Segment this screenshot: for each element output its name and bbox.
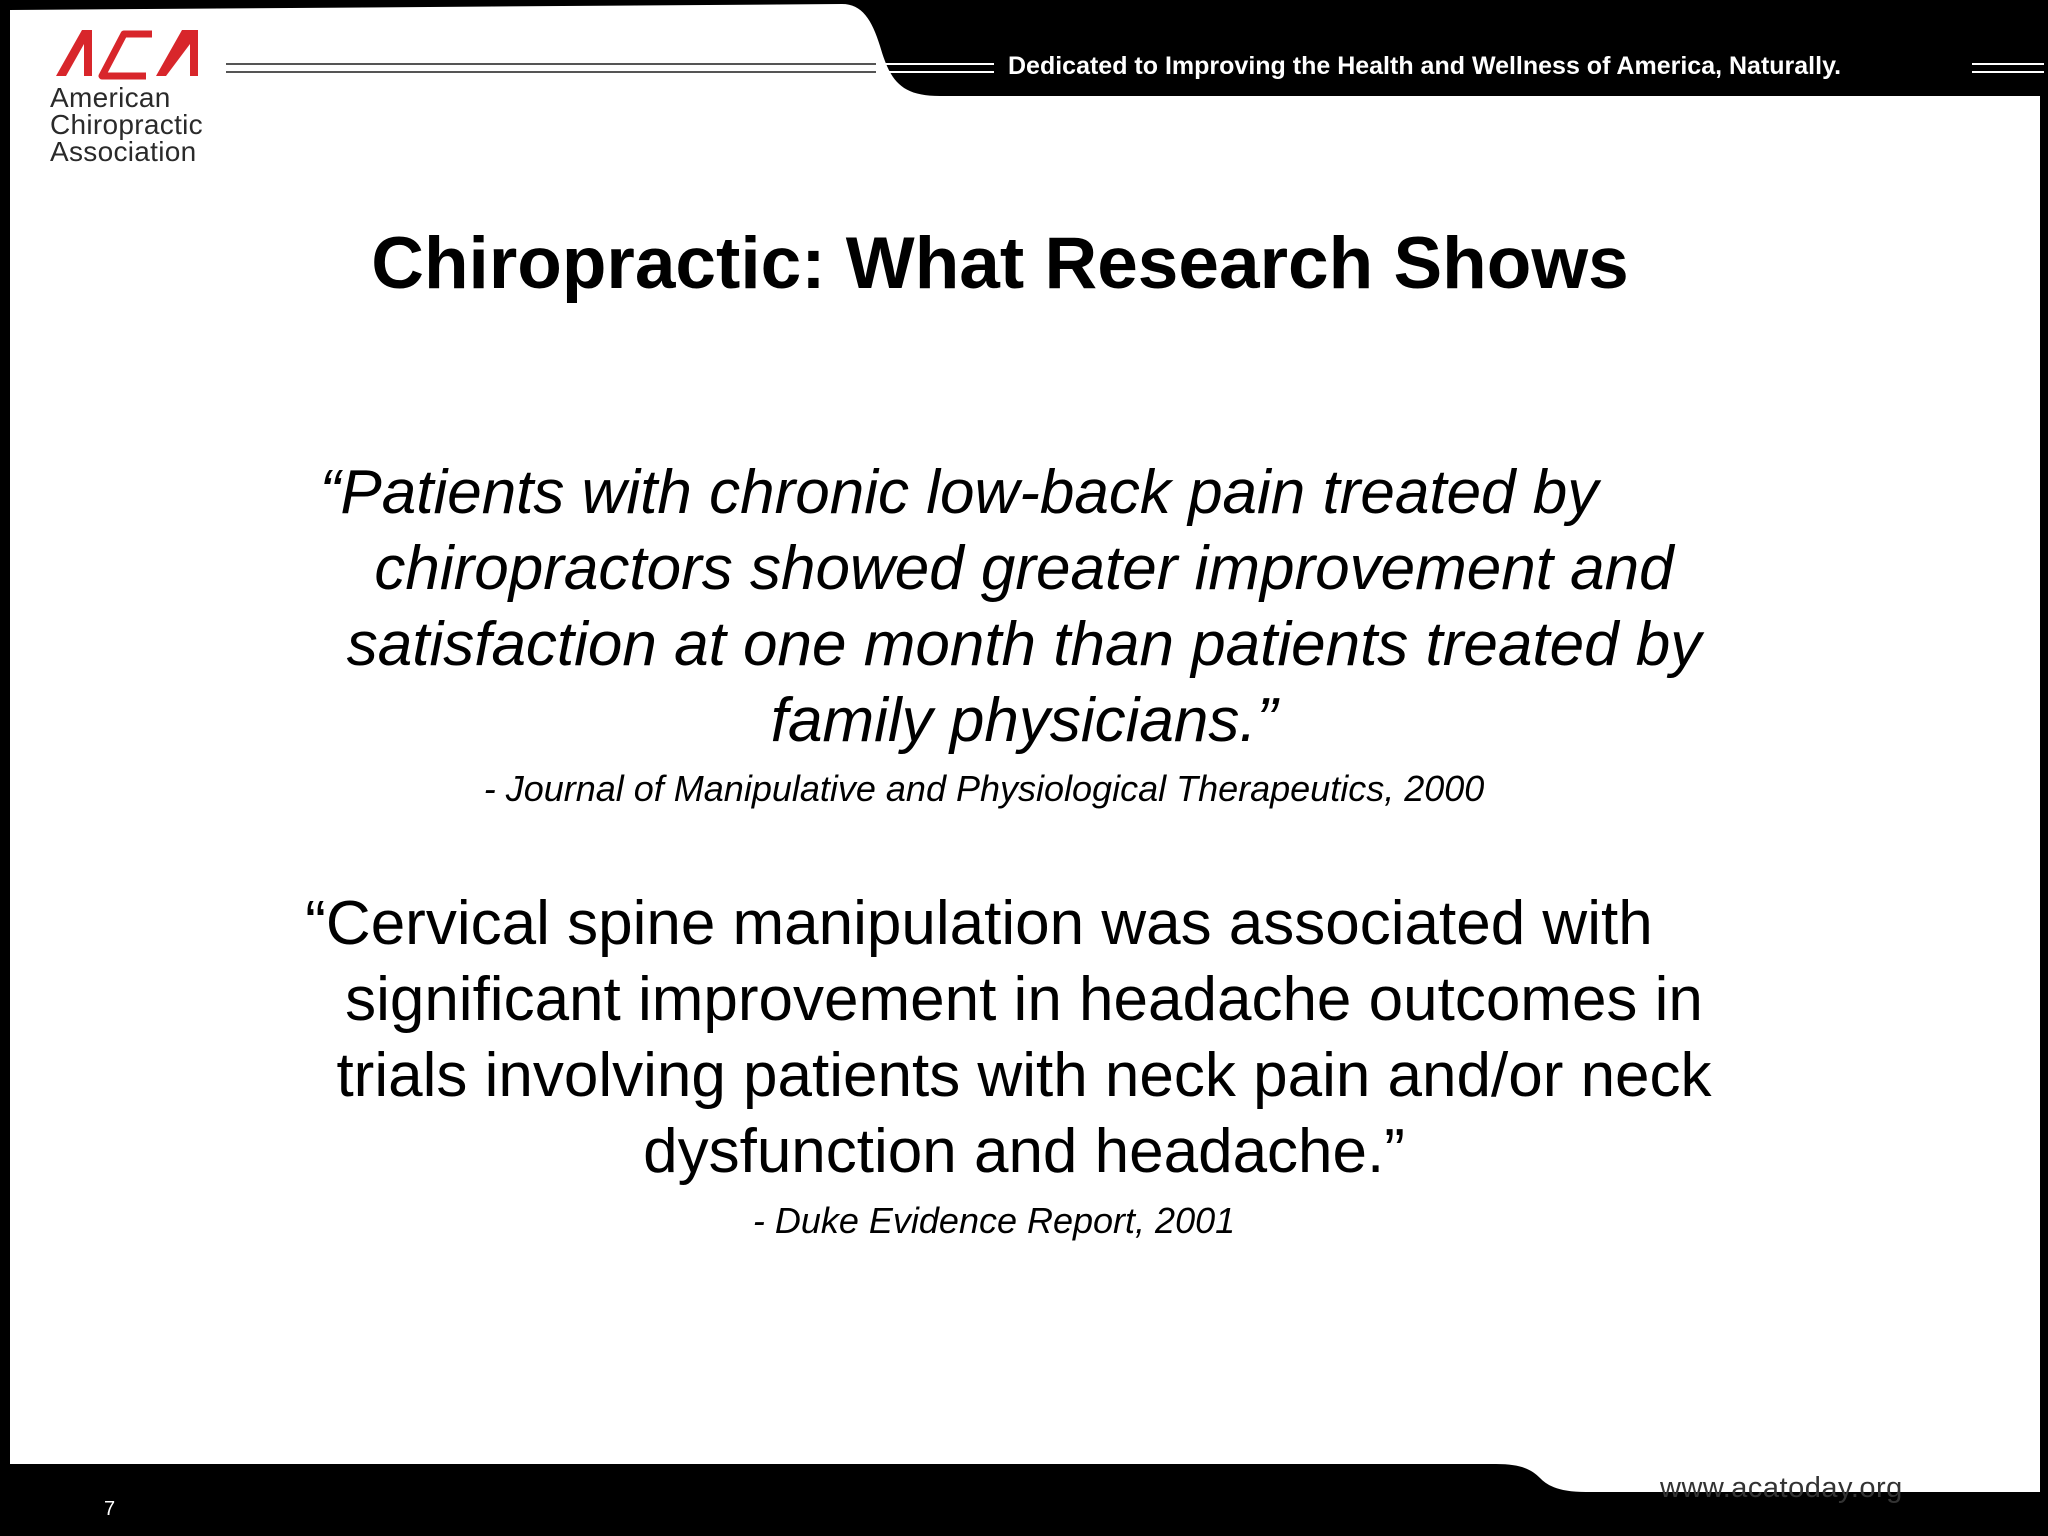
page-number: 7 [104,1498,116,1520]
aca-logo-mark [52,26,212,82]
quote-line: “Cervical spine manipulation was associated with [305,889,1653,958]
quote-block [0,455,2048,759]
quote-line: family physicians.” [770,686,1278,755]
quote-line: trials involving patients with neck pain and/or neck [336,1041,1712,1110]
logo-line-chiropractic: Chiropractic [50,109,203,140]
quote-citation: - Journal of Manipulative and Physiological Therapeutics, 2000 [483,768,1485,809]
aca-logo [48,26,248,166]
aca-logo-wordmark [50,84,203,165]
footer-url: www.acatoday.org [1660,1472,1903,1504]
quote-line: significant improvement in headache outcomes in [345,965,1703,1034]
slide-title: Chiropractic: What Research Shows [371,223,1629,304]
logo-line-american: American [50,82,171,113]
quote-citation: - Duke Evidence Report, 2001 [752,1200,1236,1241]
logo-line-association: Association [50,136,197,167]
quote-block [0,886,2048,1190]
header-tagline: Dedicated to Improving the Health and Wellness of America, Naturally. [1008,52,1842,80]
quote-line: satisfaction at one month than patients treated by [346,610,1702,679]
quote-line: “Patients with chronic low-back pain treated by [319,458,1599,527]
quote-line: dysfunction and headache.” [643,1117,1405,1186]
quote-line: chiropractors showed greater improvement and [374,534,1674,603]
